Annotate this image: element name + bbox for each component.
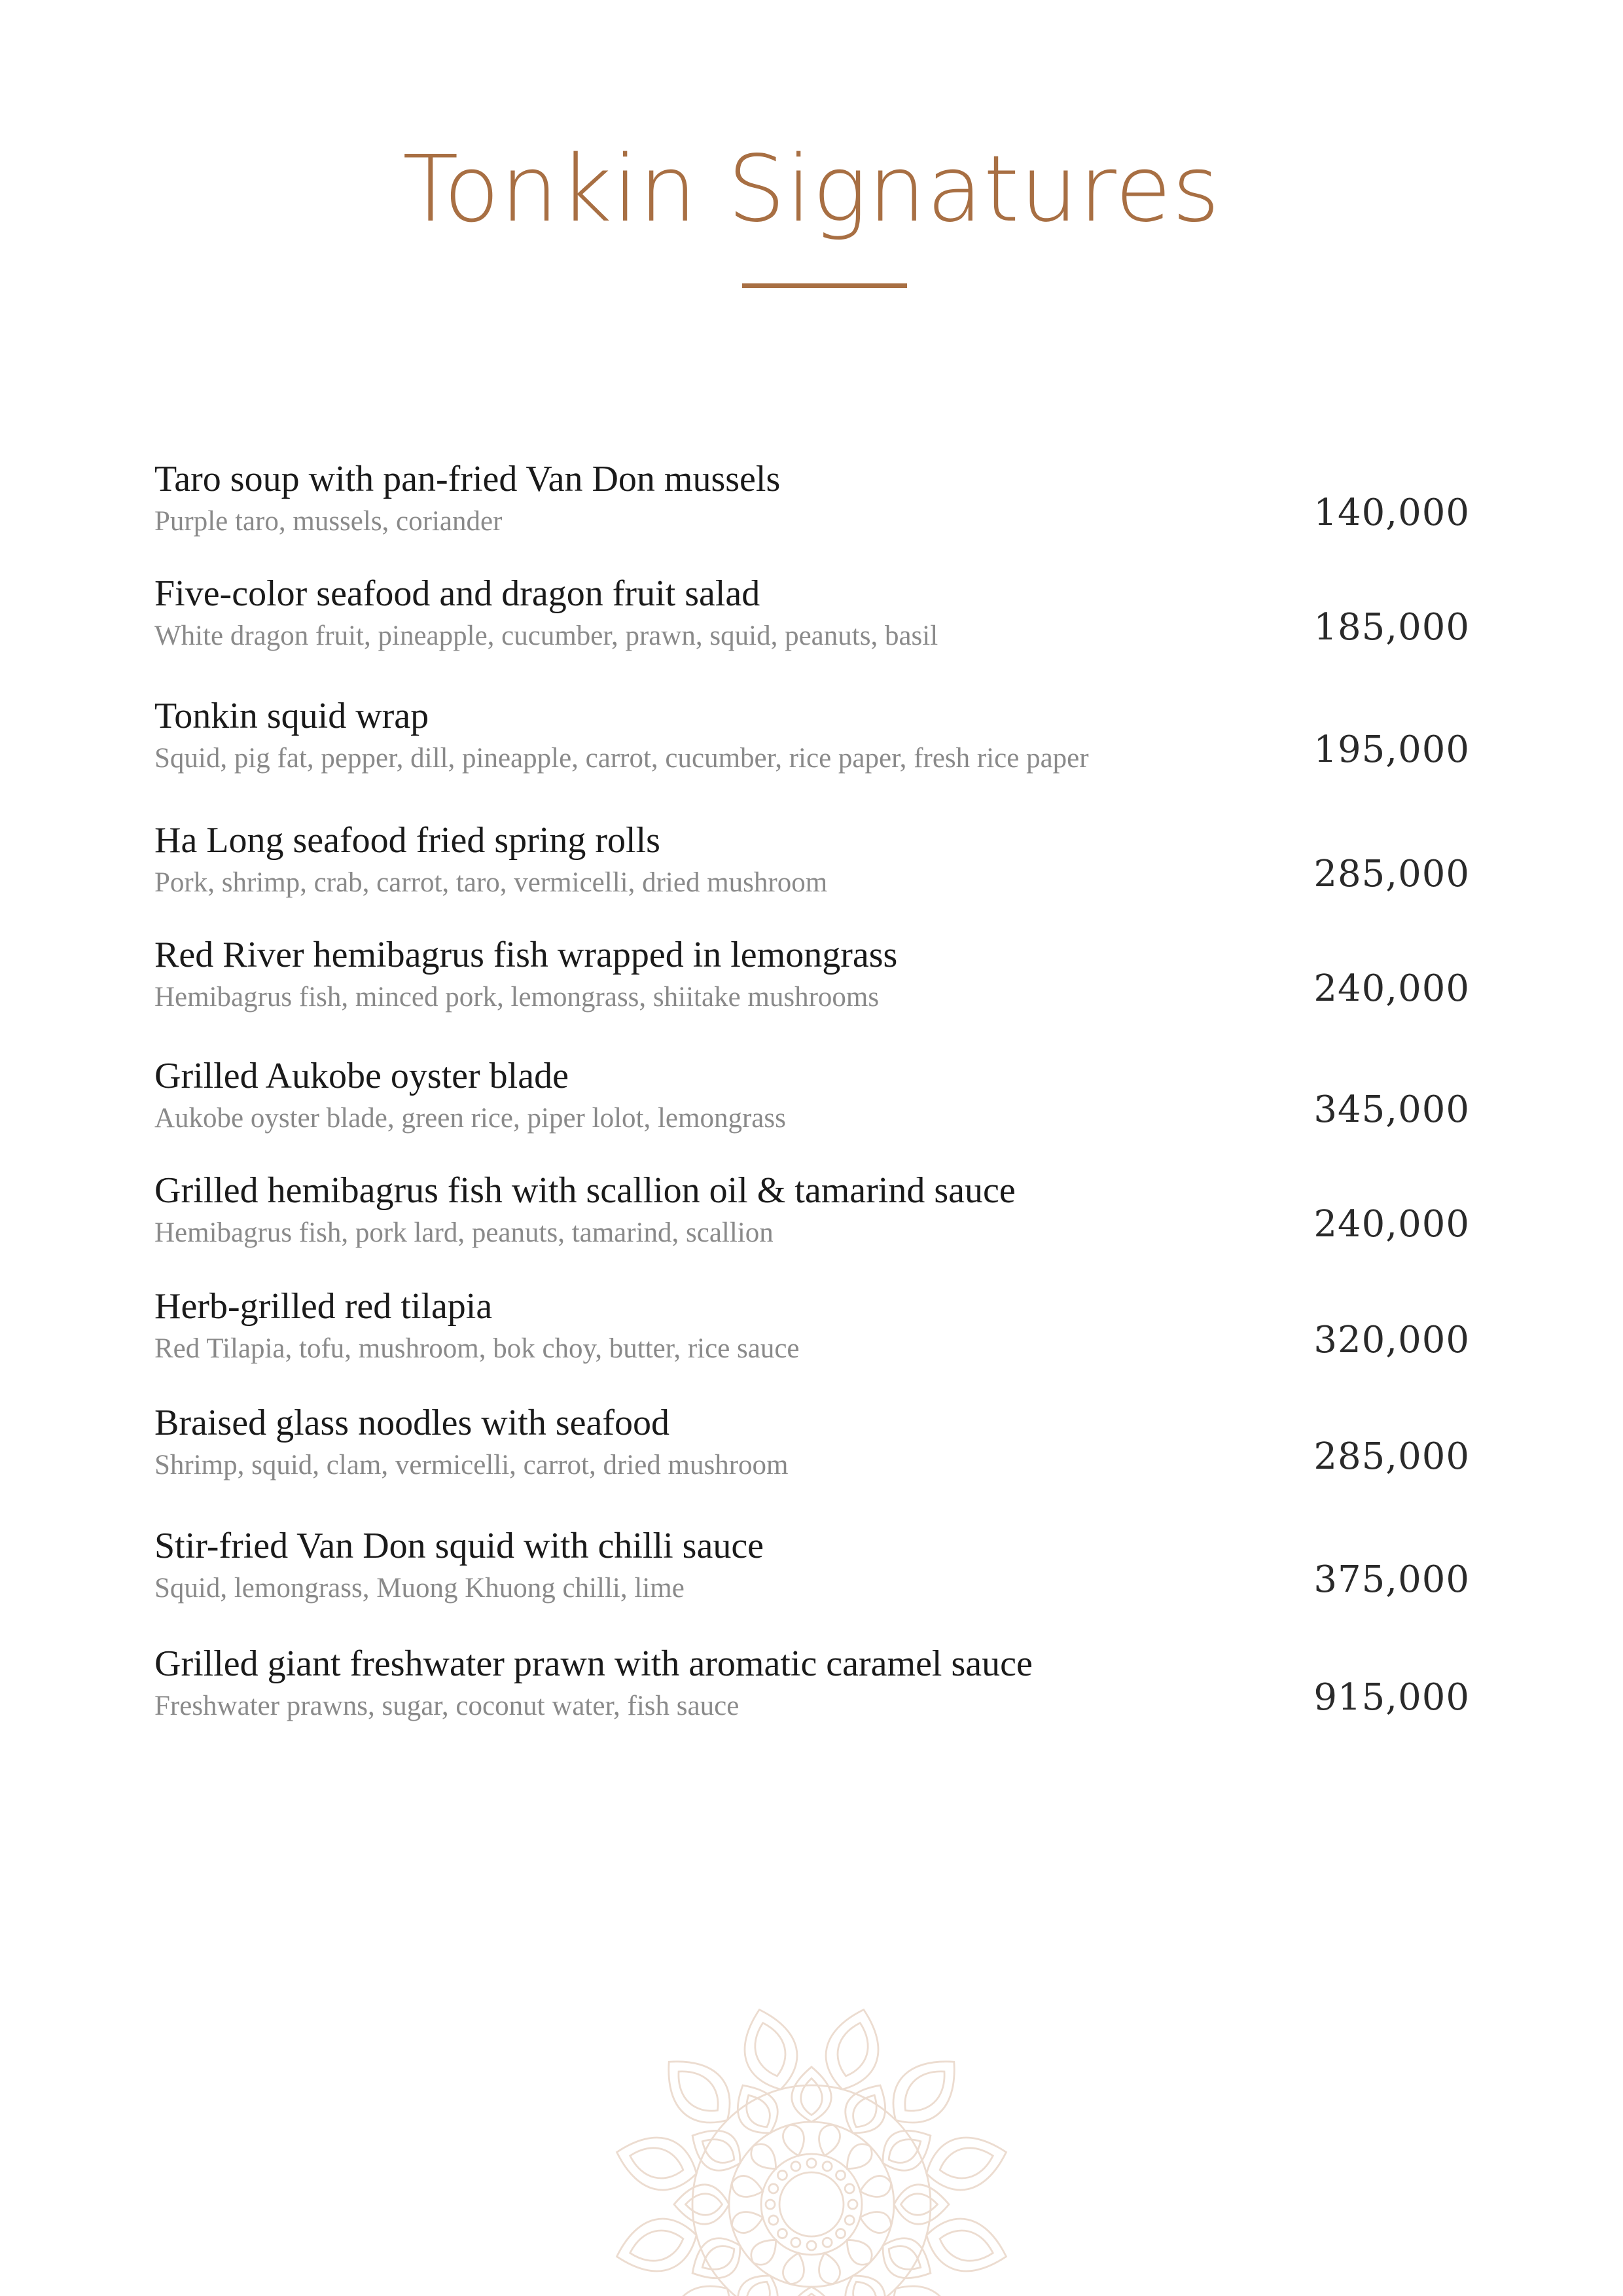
- dish-price: 915,000: [1313, 1676, 1470, 1719]
- dish-description: Aukobe oyster blade, green rice, piper lolot, lemongrass: [154, 1103, 786, 1134]
- dish-name: Stir-fried Van Don squid with chilli sauce: [154, 1526, 764, 1566]
- dish-price: 320,000: [1313, 1319, 1470, 1361]
- menu-item: [154, 458, 1470, 563]
- dish-name: Taro soup with pan-fried Van Don mussels: [154, 459, 781, 499]
- dish-price: 240,000: [1313, 967, 1470, 1010]
- menu-item: [154, 573, 1470, 677]
- dish-description: Squid, pig fat, pepper, dill, pineapple, carrot, cucumber, rice paper, fresh rice paper: [154, 743, 1089, 774]
- menu-item: [154, 819, 1470, 924]
- dish-price: 185,000: [1313, 606, 1470, 649]
- dish-price: 345,000: [1313, 1088, 1470, 1131]
- menu-item: [154, 934, 1470, 1039]
- dish-name: Tonkin squid wrap: [154, 696, 429, 736]
- menu-item: [154, 1055, 1470, 1160]
- menu-item: [154, 1285, 1470, 1390]
- menu-item: [154, 1525, 1470, 1630]
- dish-price: 195,000: [1313, 728, 1470, 771]
- dish-name: Herb-grilled red tilapia: [154, 1286, 493, 1327]
- dish-price: 240,000: [1313, 1203, 1470, 1246]
- dish-description: Hemibagrus fish, pork lard, peanuts, tamarind, scallion: [154, 1217, 774, 1248]
- dish-description: Red Tilapia, tofu, mushroom, bok choy, butter, rice sauce: [154, 1333, 800, 1364]
- dish-description: Purple taro, mussels, coriander: [154, 506, 503, 537]
- dish-description: Freshwater prawns, sugar, coconut water, fish sauce: [154, 1691, 740, 1721]
- title-underline: [742, 283, 907, 288]
- dish-description: Hemibagrus fish, minced pork, lemongrass, shiitake mushrooms: [154, 982, 880, 1013]
- page-title: Tonkin Signatures: [402, 136, 1221, 243]
- dish-name: Red River hemibagrus fish wrapped in lemongrass: [154, 935, 898, 975]
- menu-item: [154, 1170, 1470, 1274]
- dish-name: Grilled hemibagrus fish with scallion oil & tamarind sauce: [154, 1170, 1016, 1211]
- dish-price: 285,000: [1313, 1435, 1470, 1478]
- mandala-icon: [484, 1957, 1139, 2296]
- dish-name: Grilled Aukobe oyster blade: [154, 1056, 569, 1096]
- dish-name: Grilled giant freshwater prawn with aromatic caramel sauce: [154, 1643, 1033, 1684]
- dish-name: Braised glass noodles with seafood: [154, 1403, 669, 1443]
- dish-description: Pork, shrimp, crab, carrot, taro, vermicelli, dried mushroom: [154, 867, 828, 898]
- dish-name: Ha Long seafood fried spring rolls: [154, 820, 660, 861]
- dish-price: 285,000: [1313, 853, 1470, 895]
- dish-description: Shrimp, squid, clam, vermicelli, carrot, dried mushroom: [154, 1450, 789, 1480]
- menu-item: [154, 695, 1470, 800]
- dish-description: White dragon fruit, pineapple, cucumber, prawn, squid, peanuts, basil: [154, 620, 938, 651]
- menu-list: [154, 458, 1470, 1767]
- dish-price: 375,000: [1313, 1558, 1470, 1601]
- menu-item: [154, 1402, 1470, 1507]
- dish-description: Squid, lemongrass, Muong Khuong chilli, lime: [154, 1573, 685, 1604]
- menu-item: [154, 1643, 1470, 1748]
- dish-name: Five-color seafood and dragon fruit salad: [154, 573, 760, 614]
- dish-price: 140,000: [1313, 492, 1470, 534]
